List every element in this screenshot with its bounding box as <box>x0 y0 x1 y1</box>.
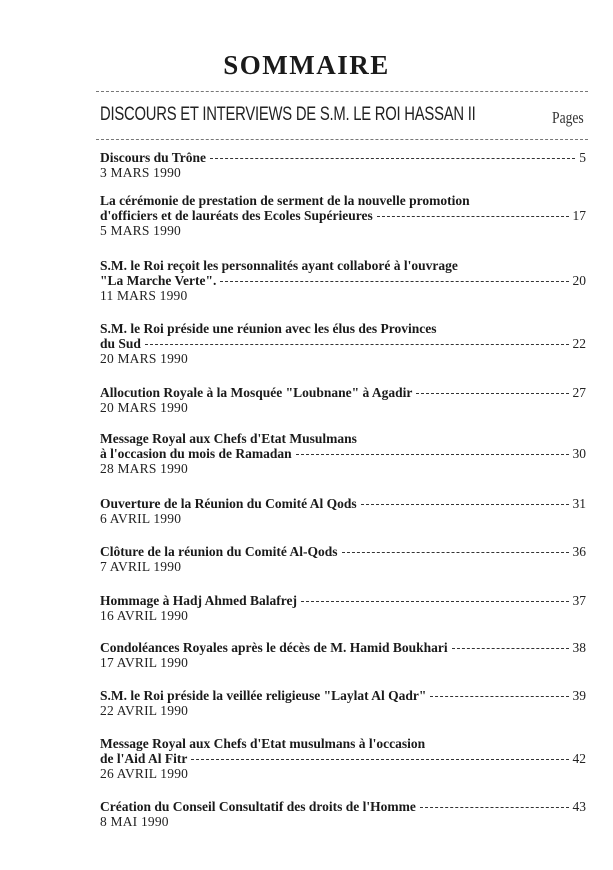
toc-page-number: 17 <box>572 208 586 223</box>
toc-entry-line <box>100 193 586 208</box>
toc-entry-line <box>100 736 586 751</box>
dot-leader <box>191 759 568 760</box>
toc-entry-date: 22 AVRIL 1990 <box>100 703 189 718</box>
toc-entry-title: "La Marche Verte". <box>100 273 217 288</box>
toc-entry-date: 20 MARS 1990 <box>100 351 188 366</box>
toc-entry-line <box>100 751 586 766</box>
toc-entry <box>100 321 586 366</box>
toc-entry-date: 11 MARS 1990 <box>100 288 188 303</box>
page-title: SOMMAIRE <box>223 50 390 80</box>
dot-leader <box>296 454 569 455</box>
toc-entry <box>100 385 586 415</box>
toc-entry-title: Condoléances Royales après le décès de M. Hamid Boukhari <box>100 640 448 655</box>
toc-entry-line <box>100 208 586 223</box>
toc-entry-line <box>100 799 586 814</box>
bottom-divider <box>96 139 588 140</box>
toc-entry <box>100 688 586 718</box>
toc-entry-title: à l'occasion du mois de Ramadan <box>100 446 292 461</box>
toc-entry <box>100 799 586 829</box>
toc-entry-line <box>100 496 586 511</box>
toc-entry-line <box>100 431 586 446</box>
toc-page-number: 5 <box>579 150 586 165</box>
toc-entry-line <box>100 258 586 273</box>
toc-entry-title: du Sud <box>100 336 141 351</box>
toc-entry-title: Clôture de la réunion du Comité Al-Qods <box>100 544 338 559</box>
toc-page-number: 37 <box>572 593 586 608</box>
dot-leader <box>377 216 569 217</box>
toc-page-number: 27 <box>572 385 586 400</box>
toc-entry-line <box>100 593 586 608</box>
toc-entry <box>100 193 586 238</box>
toc-entry-date: 26 AVRIL 1990 <box>100 766 189 781</box>
toc-entry-title: Allocution Royale à la Mosquée "Loubnane" à Agadir <box>100 385 413 400</box>
toc-entry <box>100 544 586 574</box>
toc-entry-title: S.M. le Roi préside la veillée religieuse "Laylat Al Qadr" <box>100 688 427 703</box>
toc-entry-title: Ouverture de la Réunion du Comité Al Qods <box>100 496 357 511</box>
toc-entry-title: Message Royal aux Chefs d'Etat musulmans à l'occasion <box>100 736 426 751</box>
dot-leader <box>430 696 568 697</box>
toc-entry-title: S.M. le Roi reçoit les personnalités ayant collaboré à l'ouvrage <box>100 258 458 273</box>
toc-entry-date: 17 AVRIL 1990 <box>100 655 189 670</box>
toc-entry-title: La cérémonie de prestation de serment de la nouvelle promotion <box>100 193 470 208</box>
toc-entry <box>100 593 586 623</box>
toc-entry-line <box>100 150 586 165</box>
toc-entry <box>100 640 586 670</box>
dot-leader <box>220 281 568 282</box>
toc-entry-line <box>100 640 586 655</box>
toc-entry <box>100 258 586 303</box>
dot-leader <box>416 393 568 394</box>
toc-entry <box>100 736 586 781</box>
toc-entry-title: Création du Conseil Consultatif des droits de l'Homme <box>100 799 416 814</box>
toc-page-number: 30 <box>572 446 586 461</box>
dot-leader <box>301 601 569 602</box>
section-heading: DISCOURS ET INTERVIEWS DE S.M. LE ROI HASSAN II <box>100 104 476 125</box>
dot-leader <box>145 344 569 345</box>
toc-entry-date: 3 MARS 1990 <box>100 165 181 180</box>
dot-leader <box>420 807 569 808</box>
dot-leader <box>452 648 569 649</box>
dot-leader <box>342 552 569 553</box>
toc-entry <box>100 496 586 526</box>
toc-entry-date: 28 MARS 1990 <box>100 461 188 476</box>
toc-entry-title: Message Royal aux Chefs d'Etat Musulmans <box>100 431 357 446</box>
toc-entry-date: 16 AVRIL 1990 <box>100 608 189 623</box>
toc-entry-line <box>100 321 586 336</box>
toc-entry <box>100 431 586 476</box>
toc-page-number: 43 <box>572 799 586 814</box>
toc-entry-date: 6 AVRIL 1990 <box>100 511 182 526</box>
toc-page-number: 31 <box>572 496 586 511</box>
toc-page-number: 38 <box>572 640 586 655</box>
toc-entry-date: 20 MARS 1990 <box>100 400 188 415</box>
toc-page-number: 22 <box>572 336 586 351</box>
toc-page-number: 42 <box>572 751 586 766</box>
toc-entry-line <box>100 688 586 703</box>
dot-leader <box>210 158 575 159</box>
toc-entry-title: S.M. le Roi préside une réunion avec les élus des Provinces <box>100 321 437 336</box>
toc-entry-line <box>100 385 586 400</box>
toc-entry-date: 7 AVRIL 1990 <box>100 559 182 574</box>
pages-column-label: Pages <box>552 108 584 127</box>
toc-entry-line <box>100 273 586 288</box>
toc-entry-line <box>100 336 586 351</box>
toc-entry-line <box>100 446 586 461</box>
toc-entry-title: Discours du Trône <box>100 150 207 165</box>
dot-leader <box>361 504 569 505</box>
toc-page-number: 20 <box>572 273 586 288</box>
toc-entry-title: Hommage à Hadj Ahmed Balafrej <box>100 593 297 608</box>
toc-entry-date: 5 MARS 1990 <box>100 223 181 238</box>
toc-entry-line <box>100 544 586 559</box>
toc-entry-title: d'officiers et de lauréats des Ecoles Supérieures <box>100 208 373 223</box>
toc-entry <box>100 150 586 180</box>
top-divider <box>96 91 588 92</box>
toc-page-number: 39 <box>572 688 586 703</box>
toc-entry-title: de l'Aid Al Fitr <box>100 751 188 766</box>
toc-page-number: 36 <box>572 544 586 559</box>
toc-entry-date: 8 MAI 1990 <box>100 814 169 829</box>
